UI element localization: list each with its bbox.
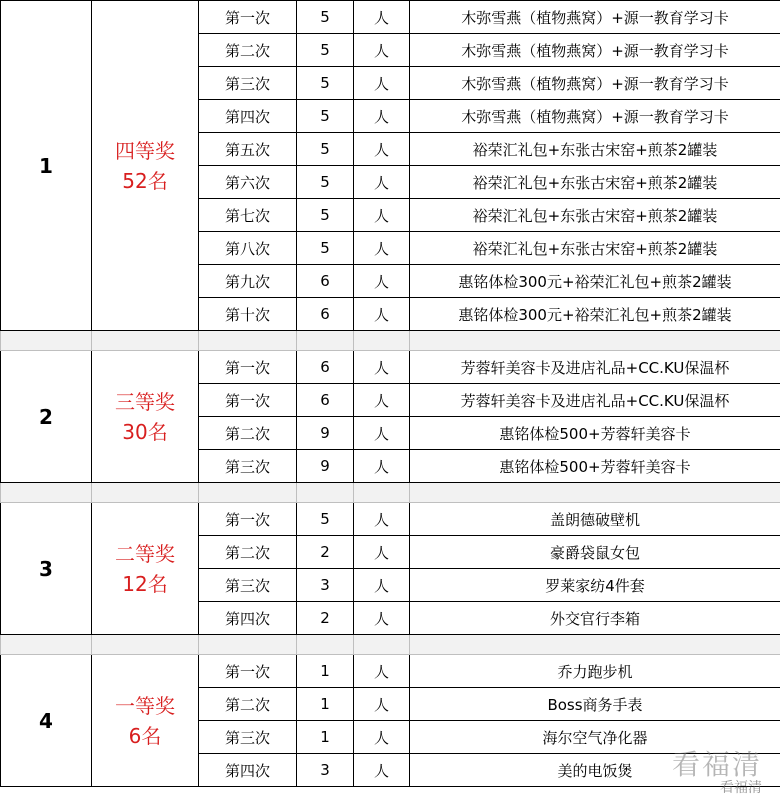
winner-count: 6 [297,384,354,417]
group-number: 3 [1,503,92,635]
unit-label: 人 [354,232,410,265]
draw-round: 第七次 [199,199,297,232]
winner-count: 5 [297,100,354,133]
prize-name: 一等奖 [92,691,198,721]
draw-round: 第三次 [199,67,297,100]
spacer-cell [199,635,297,655]
draw-round: 第四次 [199,754,297,787]
prize-description: 芳蓉轩美容卡及进店礼品+CC.KU保温杯 [410,351,780,384]
unit-label: 人 [354,721,410,754]
winner-count: 5 [297,67,354,100]
prize-description: 豪爵袋鼠女包 [410,536,780,569]
winner-count: 5 [297,34,354,67]
winner-count: 5 [297,503,354,536]
prize-count: 12名 [92,569,198,599]
winner-count: 1 [297,655,354,688]
unit-label: 人 [354,450,410,483]
winner-count: 2 [297,602,354,635]
draw-round: 第二次 [199,688,297,721]
prize-description: 惠铭体检500+芳蓉轩美容卡 [410,417,780,450]
draw-round: 第一次 [199,655,297,688]
unit-label: 人 [354,655,410,688]
prize-tier [92,1,199,331]
draw-round: 第八次 [199,232,297,265]
group-spacer [1,635,780,655]
prize-description: 盖朗德破壁机 [410,503,780,536]
watermark-sub: 看福清 [720,777,762,797]
prize-description: 裕荣汇礼包+东张古宋窑+煎茶2罐装 [410,232,780,265]
unit-label: 人 [354,133,410,166]
unit-label: 人 [354,602,410,635]
spacer-cell [297,635,354,655]
prize-tier [92,503,199,635]
spacer-cell [354,331,410,351]
spacer-cell [354,483,410,503]
winner-count: 6 [297,298,354,331]
winner-count: 2 [297,536,354,569]
draw-round: 第六次 [199,166,297,199]
unit-label: 人 [354,569,410,602]
draw-round: 第三次 [199,450,297,483]
draw-round: 第一次 [199,384,297,417]
unit-label: 人 [354,166,410,199]
prize-tier [92,655,199,787]
unit-label: 人 [354,503,410,536]
spacer-cell [410,635,780,655]
winner-count: 5 [297,133,354,166]
winner-count: 5 [297,1,354,34]
prize-description: 裕荣汇礼包+东张古宋窑+煎茶2罐装 [410,166,780,199]
prize-description: 裕荣汇礼包+东张古宋窑+煎茶2罐装 [410,199,780,232]
prize-description: 木弥雪燕（植物燕窝）+源一教育学习卡 [410,1,780,34]
prize-description: 木弥雪燕（植物燕窝）+源一教育学习卡 [410,100,780,133]
prize-description: 惠铭体检300元+裕荣汇礼包+煎茶2罐装 [410,298,780,331]
draw-round: 第一次 [199,1,297,34]
prize-description: Boss商务手表 [410,688,780,721]
table-row [1,351,780,384]
prize-description: 木弥雪燕（植物燕窝）+源一教育学习卡 [410,67,780,100]
winner-count: 1 [297,721,354,754]
draw-round: 第二次 [199,417,297,450]
prize-count: 52名 [92,166,198,196]
spacer-cell [354,635,410,655]
prize-name: 四等奖 [92,136,198,166]
prize-tier [92,351,199,483]
spacer-cell [1,635,92,655]
spacer-cell [297,331,354,351]
group-number: 2 [1,351,92,483]
winner-count: 3 [297,569,354,602]
group-number: 1 [1,1,92,331]
prize-description: 裕荣汇礼包+东张古宋窑+煎茶2罐装 [410,133,780,166]
unit-label: 人 [354,265,410,298]
winner-count: 6 [297,351,354,384]
spacer-cell [410,331,780,351]
winner-count: 5 [297,199,354,232]
spacer-cell [1,483,92,503]
unit-label: 人 [354,754,410,787]
winner-count: 6 [297,265,354,298]
spacer-cell [92,635,199,655]
spacer-cell [92,331,199,351]
prize-description: 海尔空气净化器 [410,721,780,754]
unit-label: 人 [354,536,410,569]
unit-label: 人 [354,417,410,450]
winner-count: 9 [297,417,354,450]
draw-round: 第十次 [199,298,297,331]
draw-round: 第二次 [199,34,297,67]
unit-label: 人 [354,100,410,133]
unit-label: 人 [354,67,410,100]
draw-round: 第九次 [199,265,297,298]
unit-label: 人 [354,351,410,384]
group-spacer [1,483,780,503]
draw-round: 第一次 [199,351,297,384]
prize-description: 乔力跑步机 [410,655,780,688]
winner-count: 9 [297,450,354,483]
unit-label: 人 [354,34,410,67]
unit-label: 人 [354,384,410,417]
spacer-cell [1,331,92,351]
group-spacer [1,331,780,351]
prize-table-body [1,1,780,787]
group-number: 4 [1,655,92,787]
prize-description: 惠铭体检300元+裕荣汇礼包+煎茶2罐装 [410,265,780,298]
prize-name: 二等奖 [92,539,198,569]
prize-description: 芳蓉轩美容卡及进店礼品+CC.KU保温杯 [410,384,780,417]
spacer-cell [92,483,199,503]
watermark-main: 看福清 [672,748,762,781]
table-row [1,1,780,34]
winner-count: 5 [297,232,354,265]
draw-round: 第四次 [199,602,297,635]
prize-description: 木弥雪燕（植物燕窝）+源一教育学习卡 [410,34,780,67]
spacer-cell [297,483,354,503]
spacer-cell [199,331,297,351]
draw-round: 第三次 [199,569,297,602]
winner-count: 1 [297,688,354,721]
spacer-cell [199,483,297,503]
prize-description: 罗莱家纺4件套 [410,569,780,602]
prize-description: 惠铭体检500+芳蓉轩美容卡 [410,450,780,483]
winner-count: 5 [297,166,354,199]
prize-description: 美的电饭煲 [410,754,780,787]
draw-round: 第三次 [199,721,297,754]
unit-label: 人 [354,298,410,331]
prize-count: 30名 [92,417,198,447]
draw-round: 第一次 [199,503,297,536]
unit-label: 人 [354,688,410,721]
prize-description: 外交官行李箱 [410,602,780,635]
unit-label: 人 [354,1,410,34]
table-row [1,655,780,688]
draw-round: 第五次 [199,133,297,166]
unit-label: 人 [354,199,410,232]
prize-count: 6名 [92,721,198,751]
prize-name: 三等奖 [92,387,198,417]
winner-count: 3 [297,754,354,787]
draw-round: 第二次 [199,536,297,569]
table-row [1,503,780,536]
draw-round: 第四次 [199,100,297,133]
spacer-cell [410,483,780,503]
